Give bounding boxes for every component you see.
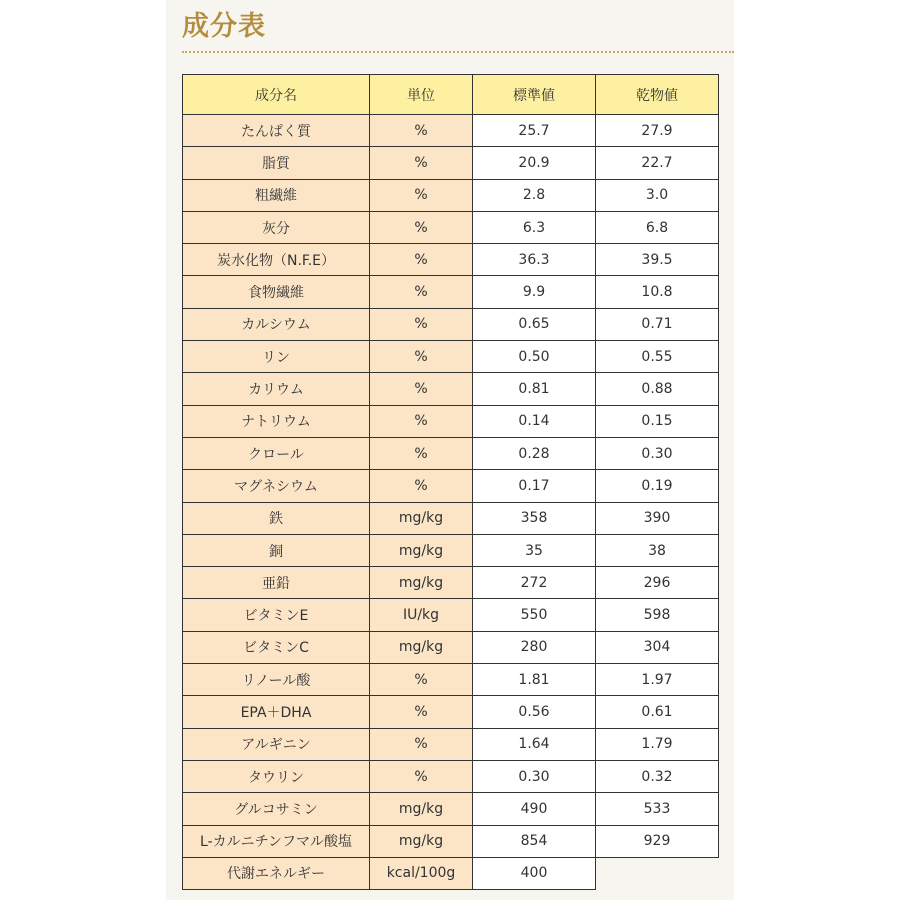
- row-standard-value: 0.14: [473, 405, 596, 437]
- row-dry-matter-value: 27.9: [596, 115, 719, 147]
- row-dry-matter-value: 0.32: [596, 760, 719, 792]
- row-standard-value: 20.9: [473, 147, 596, 179]
- table-row: [183, 728, 719, 760]
- row-dry-matter-value: 6.8: [596, 211, 719, 243]
- table-row: [183, 276, 719, 308]
- row-dry-matter-value: 296: [596, 567, 719, 599]
- row-standard-value: 854: [473, 825, 596, 857]
- row-dry-matter-value: 1.97: [596, 664, 719, 696]
- header-dry-matter-value: 乾物値: [596, 75, 719, 115]
- row-name: カルシウム: [183, 308, 370, 340]
- row-name: グルコサミン: [183, 793, 370, 825]
- table-row: [183, 825, 719, 857]
- row-name: 脂質: [183, 147, 370, 179]
- row-dry-matter-value: 0.15: [596, 405, 719, 437]
- row-name: 代謝エネルギー: [183, 857, 370, 889]
- table-row: [183, 470, 719, 502]
- table-row: [183, 631, 719, 663]
- row-standard-value: 280: [473, 631, 596, 663]
- row-name: 鉄: [183, 502, 370, 534]
- table-row: [183, 373, 719, 405]
- row-standard-value: 400: [473, 857, 596, 889]
- row-name: マグネシウム: [183, 470, 370, 502]
- table-row: [183, 793, 719, 825]
- header-standard-value: 標準値: [473, 75, 596, 115]
- row-dry-matter-value: 0.19: [596, 470, 719, 502]
- row-name: たんぱく質: [183, 115, 370, 147]
- row-unit: %: [370, 760, 473, 792]
- table-row: [183, 696, 719, 728]
- row-name: リン: [183, 341, 370, 373]
- nutrition-table: [182, 74, 719, 890]
- table-row: [183, 664, 719, 696]
- row-dry-matter-value: 0.55: [596, 341, 719, 373]
- row-standard-value: 0.30: [473, 760, 596, 792]
- row-name: アルギニン: [183, 728, 370, 760]
- title-divider: [182, 51, 734, 53]
- row-dry-matter-value: 929: [596, 825, 719, 857]
- table-row: [183, 179, 719, 211]
- row-unit: %: [370, 664, 473, 696]
- row-dry-matter-value: 0.88: [596, 373, 719, 405]
- row-unit: %: [370, 211, 473, 243]
- table-row: [183, 534, 719, 566]
- row-unit: mg/kg: [370, 567, 473, 599]
- row-unit: %: [370, 373, 473, 405]
- row-name: ナトリウム: [183, 405, 370, 437]
- row-unit: mg/kg: [370, 825, 473, 857]
- row-unit: %: [370, 405, 473, 437]
- table-row: [183, 502, 719, 534]
- row-unit: %: [370, 696, 473, 728]
- header-unit: 単位: [370, 75, 473, 115]
- row-unit: %: [370, 244, 473, 276]
- row-standard-value: 1.81: [473, 664, 596, 696]
- row-dry-matter-value: 1.79: [596, 728, 719, 760]
- row-unit: %: [370, 276, 473, 308]
- table-row: [183, 599, 719, 631]
- row-dry-matter-value: 598: [596, 599, 719, 631]
- row-dry-matter-value: 38: [596, 534, 719, 566]
- row-unit: mg/kg: [370, 502, 473, 534]
- table-row: [183, 341, 719, 373]
- row-standard-value: 550: [473, 599, 596, 631]
- row-name: 炭水化物（N.F.E）: [183, 244, 370, 276]
- row-standard-value: 6.3: [473, 211, 596, 243]
- row-dry-matter-value: 3.0: [596, 179, 719, 211]
- row-standard-value: 0.56: [473, 696, 596, 728]
- table-row: [183, 308, 719, 340]
- table-body: [183, 115, 719, 890]
- row-standard-value: 358: [473, 502, 596, 534]
- row-unit: %: [370, 147, 473, 179]
- row-standard-value: 35: [473, 534, 596, 566]
- row-standard-value: 0.17: [473, 470, 596, 502]
- row-unit: %: [370, 728, 473, 760]
- row-standard-value: 25.7: [473, 115, 596, 147]
- row-standard-value: 0.65: [473, 308, 596, 340]
- row-dry-matter-value: 0.71: [596, 308, 719, 340]
- row-dry-matter-value: 533: [596, 793, 719, 825]
- row-name: 食物繊維: [183, 276, 370, 308]
- table-row: [183, 760, 719, 792]
- row-name: 粗繊維: [183, 179, 370, 211]
- row-unit: %: [370, 437, 473, 469]
- table-row: [183, 211, 719, 243]
- empty-cell: [596, 857, 719, 889]
- table-row: [183, 567, 719, 599]
- row-name: リノール酸: [183, 664, 370, 696]
- row-unit: %: [370, 341, 473, 373]
- row-standard-value: 9.9: [473, 276, 596, 308]
- table-row: [183, 147, 719, 179]
- row-name: 亜鉛: [183, 567, 370, 599]
- row-name: 灰分: [183, 211, 370, 243]
- row-name: カリウム: [183, 373, 370, 405]
- row-standard-value: 0.28: [473, 437, 596, 469]
- row-unit: %: [370, 470, 473, 502]
- row-name: タウリン: [183, 760, 370, 792]
- row-dry-matter-value: 0.61: [596, 696, 719, 728]
- table-header-row: [183, 75, 719, 115]
- row-standard-value: 1.64: [473, 728, 596, 760]
- header-name: 成分名: [183, 75, 370, 115]
- row-unit: %: [370, 308, 473, 340]
- row-dry-matter-value: 390: [596, 502, 719, 534]
- row-dry-matter-value: 22.7: [596, 147, 719, 179]
- row-name: EPA＋DHA: [183, 696, 370, 728]
- row-name: ビタミンE: [183, 599, 370, 631]
- row-dry-matter-value: 39.5: [596, 244, 719, 276]
- row-unit: mg/kg: [370, 793, 473, 825]
- table-row: [183, 857, 719, 889]
- row-standard-value: 2.8: [473, 179, 596, 211]
- row-dry-matter-value: 0.30: [596, 437, 719, 469]
- row-name: ビタミンC: [183, 631, 370, 663]
- row-dry-matter-value: 10.8: [596, 276, 719, 308]
- table-row: [183, 244, 719, 276]
- row-unit: mg/kg: [370, 534, 473, 566]
- row-standard-value: 0.81: [473, 373, 596, 405]
- row-name: クロール: [183, 437, 370, 469]
- row-standard-value: 0.50: [473, 341, 596, 373]
- row-dry-matter-value: 304: [596, 631, 719, 663]
- row-name: L-カルニチンフマル酸塩: [183, 825, 370, 857]
- table-row: [183, 115, 719, 147]
- row-unit: IU/kg: [370, 599, 473, 631]
- table-row: [183, 405, 719, 437]
- table-row: [183, 437, 719, 469]
- row-unit: mg/kg: [370, 631, 473, 663]
- row-name: 銅: [183, 534, 370, 566]
- row-unit: kcal/100g: [370, 857, 473, 889]
- page-title: 成分表: [182, 11, 266, 42]
- row-unit: %: [370, 115, 473, 147]
- row-unit: %: [370, 179, 473, 211]
- row-standard-value: 272: [473, 567, 596, 599]
- row-standard-value: 36.3: [473, 244, 596, 276]
- row-standard-value: 490: [473, 793, 596, 825]
